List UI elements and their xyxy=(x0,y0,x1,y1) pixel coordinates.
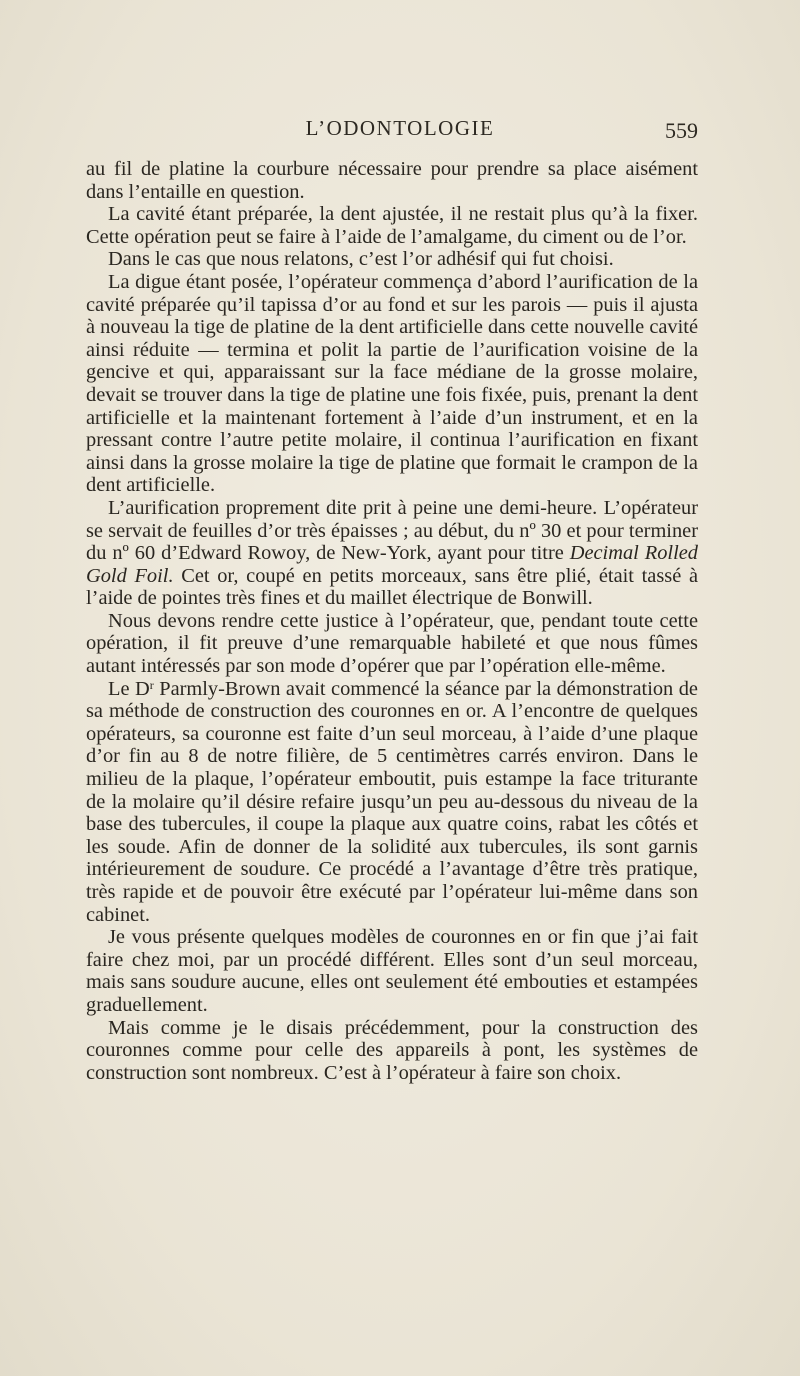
paragraph: au fil de platine la courbure nécessaire pour prendre sa place aisément dans l’entaille en question. xyxy=(86,158,698,203)
paragraph: Je vous présente quelques modèles de couronnes en or fin que j’ai fait faire chez moi, par un procédé différent. Elles sont d’un seul morceau, mais sans soudure aucune, elles ont seulement été embouties et estampées graduellement. xyxy=(86,926,698,1016)
paragraph: Dans le cas que nous relatons, c’est l’or adhésif qui fut choisi. xyxy=(108,248,614,271)
paragraph xyxy=(86,497,698,610)
paragraph-text: L’aurification proprement dite prit à peine une demi-heure. L’opérateur se servait de feuilles d’or très épaisses ; au début, du nº 30 et pour terminer du nº 60 d’Edward Rowoy, de New-York, ayant pour titre xyxy=(86,496,698,565)
paragraph: La cavité étant préparée, la dent ajustée, il ne restait plus qu’à la fixer. Cette opération peut se faire à l’aide de l’amalgame, du ciment ou de l’or. xyxy=(86,203,698,248)
paragraph-text: Le D xyxy=(108,677,150,700)
running-title: L’ODONTOLOGIE xyxy=(305,116,495,140)
page-number: 559 xyxy=(665,118,698,143)
body-text xyxy=(86,158,698,1084)
superscript: r xyxy=(149,677,154,692)
paragraph: La digue étant posée, l’opérateur commença d’abord l’aurification de la cavité préparée qu’il tapissa d’or au fond et sur les parois — puis il ajusta à nouveau la tige de platine de la dent artificielle dans cette nouvelle cavité ainsi réduite — termina et polit la partie de l’aurification voisine de la gencive et qui, apparaissant sur la face médiane de la grosse molaire, devait se trouver dans la tige de platine une fois fixée, puis, prenant la dent artificielle et la maintenant fortement à l’aide d’un instrument, et en la pressant contre l’autre petite molaire, il continua l’aurification en fixant ainsi dans la grosse molaire la tige de platine que formait le crampon de la dent artificielle. xyxy=(86,270,699,497)
paragraph-text: Cet or, coupé en petits morceaux, sans être plié, était tassé à l’aide de pointes très fines et du maillet électrique de Bonwill. xyxy=(86,564,698,610)
paragraph: Mais comme je le disais précédemment, pour la construction des couronnes comme pour celle des appareils à pont, les systèmes de construction sont nombreux. C’est à l’opérateur à faire son choix. xyxy=(86,1016,698,1084)
publication-title: Decimal Rolled Gold Foil. xyxy=(86,542,698,587)
paragraph xyxy=(86,678,698,927)
paragraph-text: Parmly-Brown avait commencé la séance par la démonstration de sa méthode de construction des couronnes en or. A l’encontre de quelques opérateurs, sa couronne est faite d’un seul morceau, à l’aide d’une plaque d’or fin au 8 de notre filière, de 5 centimètres carrés environ. Dans le milieu de la plaque, l’opérateur emboutit, puis estampe la face triturante de la molaire qu’il désire refaire jusqu’un peu au-dessous du niveau de la base des tubercules, il coupe la plaque aux quatre coins, rabat les côtés et les soude. Afin de donner de la solidité aux tubercules, ils sont garnis intérieurement de soudure. Ce procédé a l’avantage d’être très pratique, très rapide et de pouvoir être exécuté par l’opérateur lui-même dans son cabinet. xyxy=(86,677,698,926)
running-head xyxy=(0,116,800,146)
paragraph: Nous devons rendre cette justice à l’opérateur, que, pendant toute cette opération, il fit preuve d’une remarquable habileté et que nous fûmes autant intéressés par son mode d’opérer que par l’opération elle-même. xyxy=(86,609,698,678)
